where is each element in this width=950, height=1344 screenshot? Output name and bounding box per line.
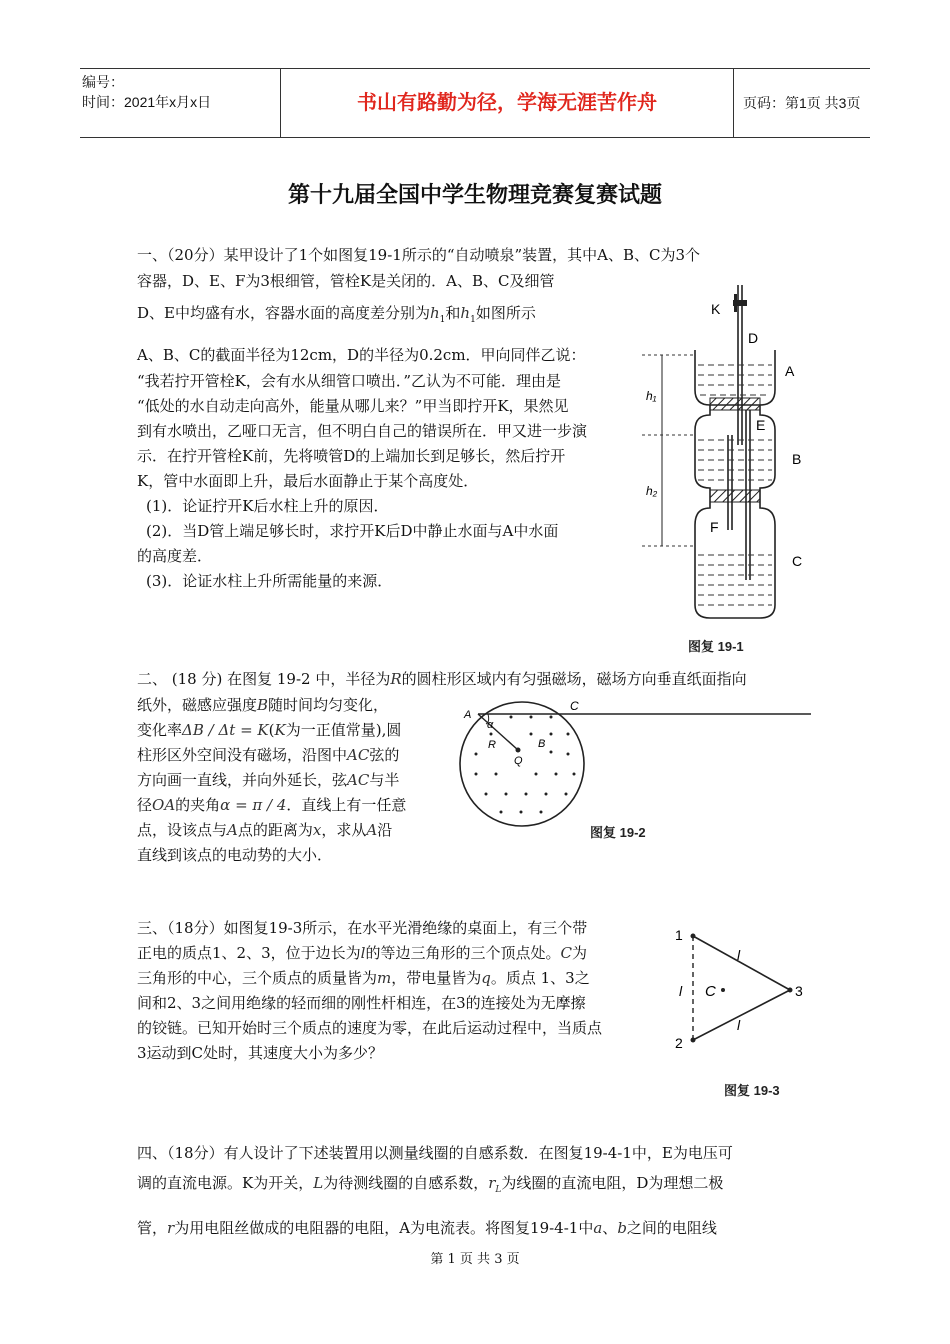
q2-line7: 点，设该点与A点的距离为x，求从A沿 — [137, 821, 393, 839]
q3-line2: 正电的质点1、2、3，位于边长为l的等边三角形的三个顶点处。C为 — [137, 944, 587, 962]
fig2-label-B: B — [538, 738, 546, 750]
figure-19-2 — [456, 692, 816, 842]
fig1-label-B: B — [792, 451, 802, 467]
fig3-label-l-top: l — [737, 947, 741, 963]
date-label: 时间：2021年x月x日 — [82, 94, 212, 110]
figure-19-1-caption: 图复 19-1 — [688, 639, 744, 654]
q2-line8: 直线到该点的电动势的大小． — [137, 846, 333, 864]
q3-line4: 间和2、3之间用绝缘的轻而细的刚性杆相连，在3的连接处为无摩擦 — [137, 994, 586, 1012]
fig1-label-h2: h₂ — [646, 484, 658, 498]
figure-19-3-caption: 图复 19-3 — [724, 1083, 780, 1098]
q1-line6: “低处的水自动走向高外，能量从哪儿来？”甲当即拧开K，果然见 — [137, 397, 569, 415]
figure-19-2-caption: 图复 19-2 — [590, 825, 646, 840]
q1-line7: 到有水喷出，乙哑口无言，但不明白自己的错误所在．甲又进一步演 — [137, 422, 588, 440]
q1-sub3: (3)．论证水柱上升所需能量的来源． — [146, 572, 393, 590]
header-meta — [80, 69, 282, 140]
fig2-label-C: C — [570, 699, 579, 713]
fig3-label-C: C — [705, 983, 716, 1000]
fig2-label-alpha: α — [487, 719, 494, 731]
fig3-label-l-bottom: l — [737, 1017, 741, 1033]
q4-line2: 调的直流电源。K为开关，L为待测线圈的自感系数，$r_L$为线圈的直流电阻，D为理想二极 — [137, 1174, 724, 1195]
q1-line3: D、E中均盛有水，容器水面的高度差分别为$h_1$和$h_1$如图所示 — [137, 304, 536, 325]
q4-line3: 管，r为用电阻丝做成的电阻器的电阻，A为电流表。将图复19-4-1中a、b之间的电阻线 — [137, 1219, 717, 1237]
fig2-label-O: Q — [514, 755, 523, 767]
page-header — [80, 68, 870, 138]
figure-19-3 — [665, 922, 825, 1052]
fig1-label-A: A — [785, 363, 795, 379]
fig1-label-C: C — [792, 553, 803, 569]
page-footer: 第 1 页 共 3 页 — [430, 1252, 520, 1267]
q2-line3: 变化率ΔB / Δt = K(K为一正值常量),圆 — [137, 721, 402, 739]
fig3-label-1: 1 — [675, 927, 683, 943]
q1-line2: 容器，D、E、F为3根细管，管栓K是关闭的．A、B、C及细管 — [137, 272, 555, 290]
q2-line2: 纸外，磁感应强度B随时间均匀变化， — [137, 696, 389, 714]
header-page-code: 页码：第1页 共3页 — [743, 95, 861, 111]
number-label: 编号： — [82, 74, 124, 90]
fig1-label-h1: h₁ — [646, 389, 657, 403]
q2-line5: 方向画一直线，并向外延长，弦AC与半 — [137, 771, 400, 789]
fig3-label-l-left: l — [679, 983, 683, 999]
q3-line5: 的铰链。已知开始时三个质点的速度为零，在此后运动过程中，当质点 — [137, 1019, 603, 1037]
fig2-label-R: R — [488, 739, 496, 751]
q1-sub2: (2)．当D管上端足够长时，求拧开K后D中静止水面与A中水面 — [146, 522, 559, 540]
q1-line5: “我若拧开管栓K，会有水从细管口喷出．”乙认为不可能．理由是 — [137, 372, 562, 390]
q1-line8: 示．在拧开管栓K前，先将喷管D的上端加长到足够长，然后拧开 — [137, 447, 566, 465]
q1-line4: A、B、C的截面半径为12cm，D的半径为0.2cm．甲向同伴乙说： — [137, 346, 586, 364]
q2-line1: 二、 (18 分) 在图复 19-2 中，半径为R的圆柱形区域内有匀强磁场，磁场方向垂直纸面指向 — [137, 670, 747, 688]
q4-line1: 四、（18分）有人设计了下述装置用以测量线圈的自感系数．在图复19-4-1中，E为电压可 — [137, 1144, 733, 1162]
fig2-label-A: A — [464, 709, 472, 721]
fig1-label-E: E — [756, 417, 766, 433]
figure-19-1 — [640, 270, 820, 655]
q3-line3: 三角形的中心，三个质点的质量皆为m，带电量皆为q。质点 1、3之 — [137, 969, 590, 987]
q1-line1: 一、（20分）某甲设计了1个如图复19-1所示的“自动喷泉”装置，其中A、B、C为3个 — [137, 246, 701, 264]
q2-line4: 柱形区外空间没有磁场，沿图中AC弦的 — [137, 746, 400, 764]
q3-line1: 三、（18分）如图复19-3所示，在水平光滑绝缘的桌面上，有三个带 — [137, 919, 588, 937]
q1-line9: K，管中水面即上升，最后水面静止于某个高度处． — [137, 472, 479, 490]
q1-sub1: (1)．论证拧开K后水柱上升的原因． — [146, 497, 389, 515]
q1-sub2-cont: 的高度差． — [137, 547, 213, 565]
fig1-label-D: D — [748, 330, 759, 346]
q2-line6: 径OA的夹角α = π / 4．直线上有一任意 — [137, 796, 407, 814]
header-motto: 书山有路勤为径，学海无涯苦作舟 — [280, 69, 734, 137]
q3-line6: 3运动到C处时，其速度大小为多少？ — [137, 1044, 384, 1062]
fig3-label-3: 3 — [795, 983, 803, 999]
page-title: 第十九届全国中学生物理竞赛复赛试题 — [287, 182, 662, 207]
fig3-label-2: 2 — [675, 1035, 683, 1051]
fig1-label-F: F — [710, 519, 719, 535]
fig1-label-K: K — [711, 301, 721, 317]
